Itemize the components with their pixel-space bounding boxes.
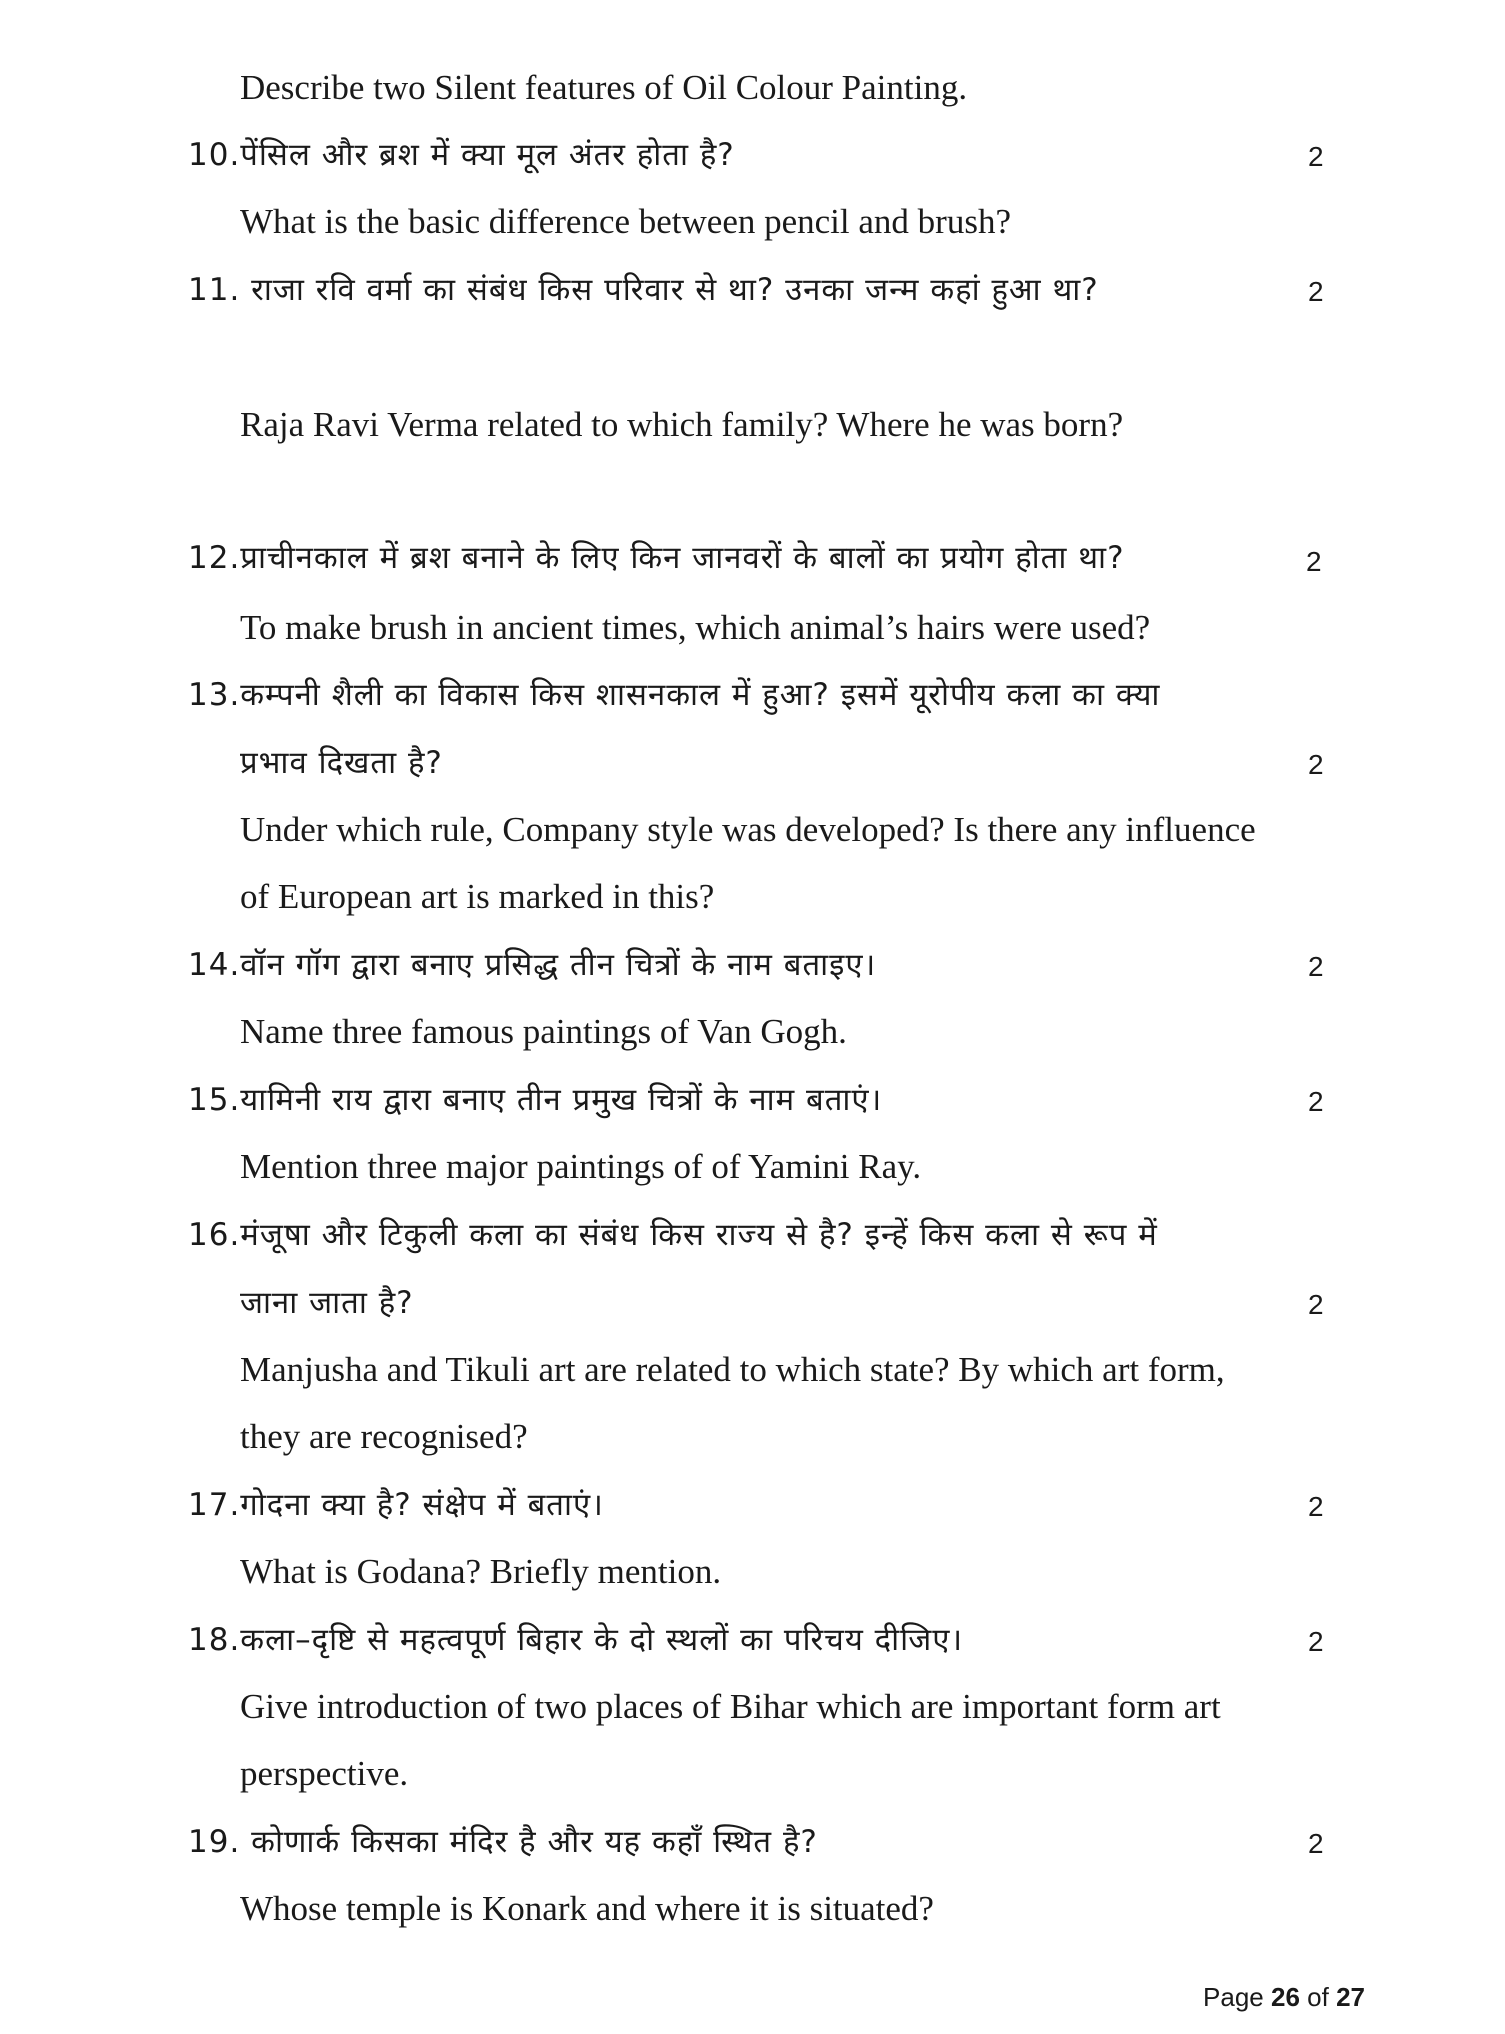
question-18-hindi: 18.कला–दृष्टि से महत्वपूर्ण बिहार के दो स्थलों का परिचय दीजिए। [188,1622,964,1658]
of-word: of [1307,1982,1329,2012]
question-12-english: To make brush in ancient times, which animal’s hairs were used? [240,608,1151,647]
question-12-hindi: 12.प्राचीनकाल में ब्रश बनाने के लिए किन जानवरों के बालों का प्रयोग होता था? [188,540,1125,576]
question-14-english: Name three famous paintings of Van Gogh. [240,1012,847,1051]
question-17-marks: 2 [1308,1491,1324,1522]
question-18-marks: 2 [1308,1626,1324,1657]
intro-question-en: Describe two Silent features of Oil Colour Painting. [240,68,968,107]
question-19-english: Whose temple is Konark and where it is situated? [240,1889,934,1928]
question-11-marks: 2 [1308,276,1324,307]
question-15-marks: 2 [1308,1086,1324,1117]
question-10-marks: 2 [1308,141,1324,172]
question-13-english-line2: of European art is marked in this? [240,877,715,916]
question-14-hindi: 14.वॉन गॉग द्वारा बनाए प्रसिद्ध तीन चित्रों के नाम बताइए। [188,947,877,983]
question-16-marks: 2 [1308,1289,1324,1320]
question-12-marks: 2 [1306,546,1322,577]
question-10-hindi: 10.पेंसिल और ब्रश में क्या मूल अंतर होता है? [188,137,735,173]
page-current: 26 [1271,1982,1300,2012]
question-10-english: What is the basic difference between pencil and brush? [240,202,1011,241]
question-13-english: Under which rule, Company style was developed? Is there any influence [240,810,1256,849]
question-14-marks: 2 [1308,951,1324,982]
question-19-hindi: 19. कोणार्क किसका मंदिर है और यह कहाँ स्थित है? [188,1824,818,1860]
question-17-hindi: 17.गोदना क्या है? संक्षेप में बताएं। [188,1487,604,1523]
question-16-english-line2: they are recognised? [240,1417,528,1456]
page-word: Page [1203,1982,1264,2012]
question-16-hindi: 16.मंजूषा और टिकुली कला का संबंध किस राज्य से है? इन्हें किस कला से रूप में [188,1217,1158,1253]
question-19-marks: 2 [1308,1828,1324,1859]
question-11-hindi: 11. राजा रवि वर्मा का संबंध किस परिवार से था? उनका जन्म कहां हुआ था? [188,272,1099,308]
question-13-marks: 2 [1308,749,1324,780]
page-total: 27 [1336,1982,1365,2012]
question-16-hindi-line2: जाना जाता है? [240,1285,414,1321]
question-17-english: What is Godana? Briefly mention. [240,1552,722,1591]
question-13-hindi-line2: प्रभाव दिखता है? [240,745,443,781]
question-11-english: Raja Ravi Verma related to which family? Where he was born? [240,405,1124,444]
question-15-hindi: 15.यामिनी राय द्वारा बनाए तीन प्रमुख चित्रों के नाम बताएं। [188,1082,883,1118]
question-15-english: Mention three major paintings of of Yamini Ray. [240,1147,922,1186]
question-18-english: Give introduction of two places of Bihar which are important form art [240,1687,1221,1726]
page-number [1203,1980,1365,2014]
question-18-english-line2: perspective. [240,1754,409,1793]
question-16-english: Manjusha and Tikuli art are related to which state? By which art form, [240,1350,1225,1389]
question-13-hindi: 13.कम्पनी शैली का विकास किस शासनकाल में हुआ? इसमें यूरोपीय कला का क्या [188,677,1161,713]
